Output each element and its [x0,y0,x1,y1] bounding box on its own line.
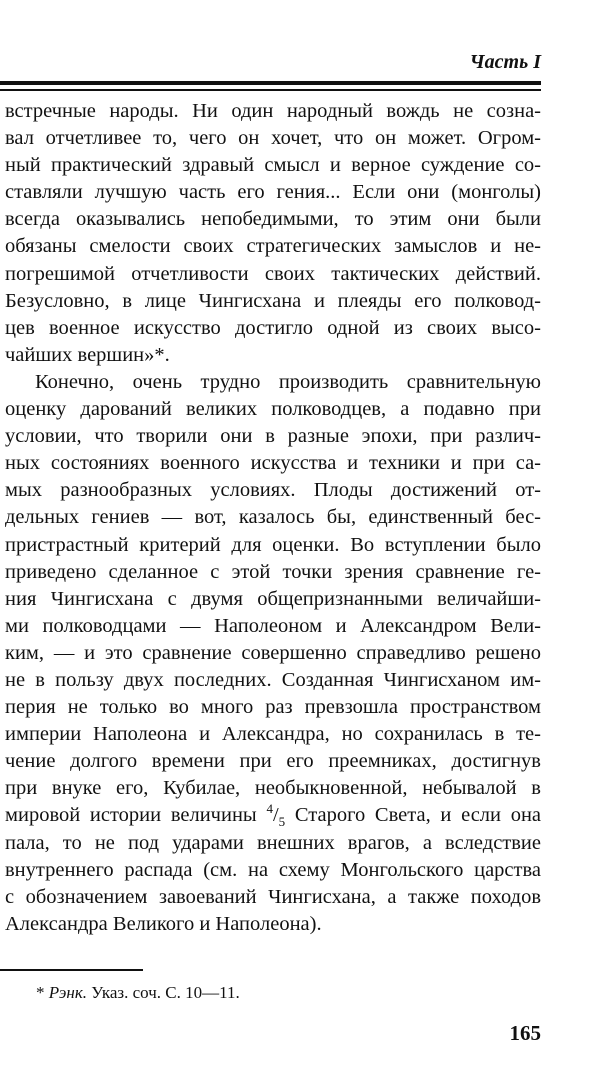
text-line: ким, — и это сравнение совершенно справедливо решено [5,641,541,664]
text-line: встречные народы. Ни один народный вождь не созна- [5,100,541,122]
fraction-line-after: Старого Света, и если она [294,804,541,827]
text-line: Безусловно, в лице Чингисхана и плеяды его полковод- [5,289,541,312]
text-line: вал отчетливее то, чего он хочет, что он может. Огром- [5,127,541,150]
paragraph-first-line: Конечно, очень трудно производить сравнительную [35,370,541,393]
text-line: при внуке его, Кубилае, необыкновенной, небывалой в [5,777,541,800]
text-line: пала, то не под ударами внешних врагов, а вследствие [5,831,541,854]
text-line: внутреннего распада (см. на схему Монгольского царства [5,858,541,881]
text-line: обязаны смелости своих стратегических замыслов и не- [5,235,541,258]
footnote-text: Указ. соч. С. 10—11. [91,983,240,1002]
text-line: с обозначением завоеваний Чингисхана, а также походов [5,885,541,908]
text-line: погрешимой отчетливости своих тактических действий. [5,262,541,285]
fraction-slash: / [272,804,279,827]
text-line: цев военное искусство достигло одной из своих высо- [5,316,541,339]
header-rule-thin [0,89,541,91]
text-line: ный практический здравый смысл и верное суждение со- [5,154,541,177]
text-line: ных состояниях военного искусства и техники и при са- [5,452,541,475]
fraction-denominator: 5 [278,814,286,830]
text-line: империи Наполеона и Александра, но сохранилась в те- [5,723,541,746]
text-line: мых разнообразных условиях. Плоды достижений от- [5,479,541,502]
text-line: приведено сделанное с этой точки зрения сравнение ге- [5,560,541,583]
text-line: оценку дарований великих полководцев, а подавно при [5,398,541,421]
text-line: ния Чингисхана с двумя общепризнанными величайши- [5,587,541,610]
text-line: пристрастный критерий для оценки. Во вступлении было [5,533,541,556]
fraction-four-fifths [266,802,286,830]
text-line: всегда оказывались непобедимыми, то этим они были [5,208,541,231]
fraction-text-line [5,802,541,829]
text-line: условии, что творили они в разные эпохи, при различ- [5,425,541,448]
text-line: перия не только во много раз превзошла пространством [5,696,541,719]
header-rule-thick [0,81,541,85]
fraction-numerator: 4 [266,802,273,817]
footnote-marker: * [36,983,45,1002]
text-line: ми полководцами — Наполеоном и Александром Вели- [5,614,541,637]
footnote-rule [0,969,143,971]
fraction-line-before: мировой истории величины [5,804,257,827]
text-line: дельных гениев — вот, казалось бы, единственный бес- [5,506,541,529]
text-line: ставляли лучшую часть его гения... Если они (монголы) [5,181,541,204]
footnote [36,982,240,1004]
running-title: Часть I [469,51,541,73]
text-line: не в пользу двух последних. Созданная Чингисханом им- [5,668,541,691]
text-line: чайших вершин»*. [5,343,170,366]
footnote-author: Рэнк. [48,983,88,1002]
text-line: Александра Великого и Наполеона). [5,912,322,935]
main-text [5,98,541,938]
text-line: чение долгого времени при его преемниках, достигнув [5,750,541,773]
page-number: 165 [509,1021,541,1045]
